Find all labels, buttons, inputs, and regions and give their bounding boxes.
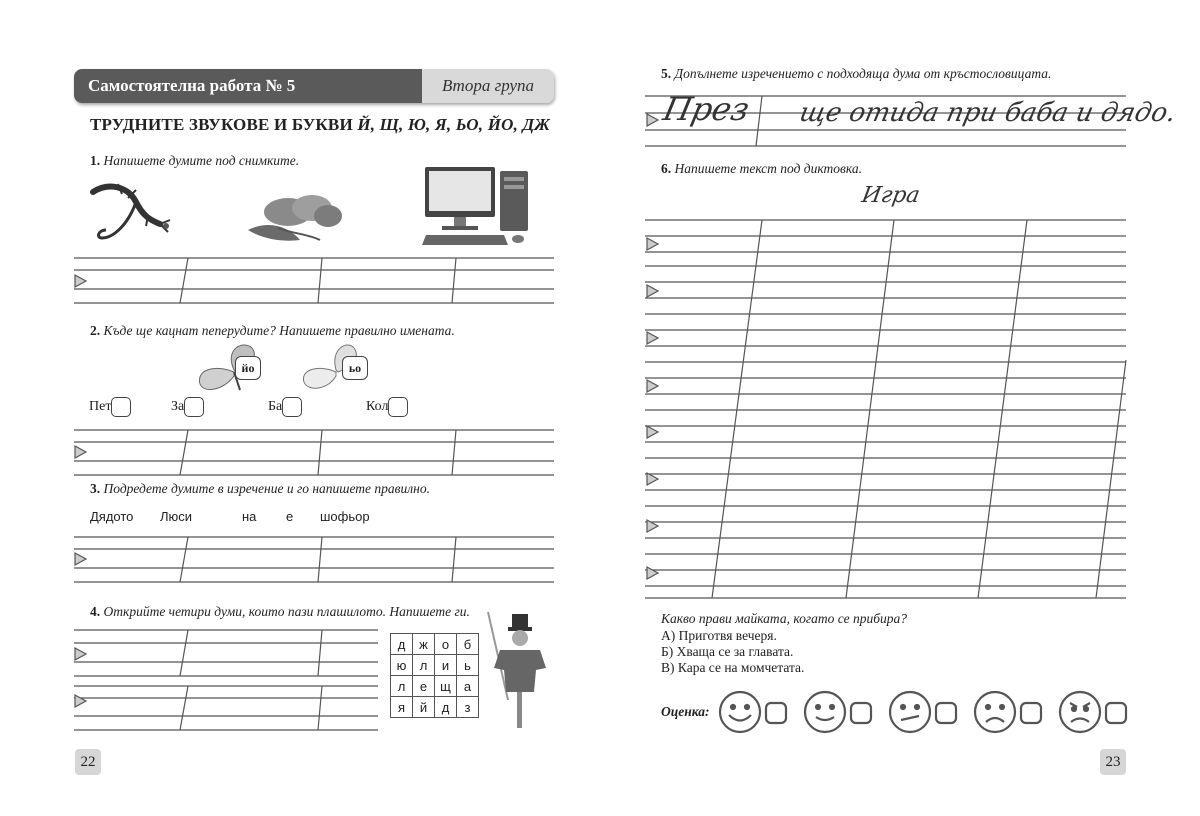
task-4-instruction: 4. Открийте четири думи, които пази плашилото. Напишете ги. [90,604,470,619]
scrambled-word-4: е [286,509,294,524]
grid-cell[interactable]: б [457,634,479,655]
grid-cell[interactable]: а [457,676,479,697]
grade-checkbox [1106,703,1126,723]
sad-face-icon [975,692,1015,732]
happy-face-icon [805,692,845,732]
task-1-instruction: 1. Напишете думите под снимките. [90,153,300,168]
answer-options [661,628,804,676]
scrambled-word-3: на [242,509,257,524]
word-stem-4: Кол [366,397,408,417]
grid-cell[interactable]: л [391,676,413,697]
grid-cell[interactable]: й [413,697,435,718]
grade-scale [718,690,1130,736]
grade-checkbox [1021,703,1041,723]
title-letters: Й, Щ, Ю, Я, ЬО, ЙО, ДЖ [357,115,551,134]
page-number-right: 23 [1100,749,1126,775]
grade-checkbox [936,703,956,723]
grid-cell[interactable]: з [457,697,479,718]
grid-cell[interactable]: о [435,634,457,655]
butterfly-label-1: йо [235,356,261,380]
grid-cell[interactable]: е [413,676,435,697]
grade-checkbox [851,703,871,723]
dictation-title: Игра [859,183,922,208]
grid-cell[interactable]: ь [457,655,479,676]
script-word-left: През [659,90,753,128]
grid-cell[interactable]: д [391,634,413,655]
task-2-instruction: 2. Къде ще кацнат пеперудите? Напишете правилно имената. [90,323,455,338]
butterfly-label-2: ьо [342,356,368,380]
word-stem-2: За [171,397,204,417]
angry-face-icon [1060,692,1100,732]
grid-cell[interactable]: ю [391,655,413,676]
answer-option-c[interactable]: В) Кара се на момчетата. [661,660,805,675]
task-5-instruction: 5. Допълнете изречението с подходяща дума от кръстословицата. [661,66,1052,81]
grid-cell[interactable]: я [391,697,413,718]
grid-cell[interactable]: л [413,655,435,676]
grid-cell[interactable]: и [435,655,457,676]
task-6-instruction: 6. Напишете текст под диктовка. [661,161,862,176]
comprehension-question: Какво прави майката, когато се прибира? [661,611,907,626]
header-group: Втора група [422,69,554,103]
task-3-instruction: 3. Подредете думите в изречение и го напишете правилно. [90,481,430,496]
answer-option-a[interactable]: А) Приготвя вечеря. [661,628,777,643]
grade-label: Оценка: [661,704,710,719]
word-stem-1: Пет [89,397,131,417]
word-stem-3: Ба [268,397,302,417]
page-title: ТРУДНИТЕ ЗВУКОВЕ И БУКВИ Й, Щ, Ю, Я, ЬО, ЙО, ДЖ [90,115,551,134]
header-title: Самостоятелна работа № 5 [74,69,422,103]
scrambled-word-1: Дядото [90,509,134,524]
script-sentence: ще отида при баба и дядо. [796,98,1179,128]
scrambled-word-2: Люси [160,509,193,524]
scrambled-word-5: шофьор [320,509,370,524]
very-happy-face-icon [720,692,760,732]
answer-option-b[interactable]: Б) Хваща се за главата. [661,644,794,659]
page-number-left: 22 [75,749,101,775]
neutral-face-icon [890,692,930,732]
grade-checkbox [766,703,786,723]
grid-cell[interactable]: ж [413,634,435,655]
grid-cell[interactable]: д [435,697,457,718]
grid-cell[interactable]: щ [435,676,457,697]
